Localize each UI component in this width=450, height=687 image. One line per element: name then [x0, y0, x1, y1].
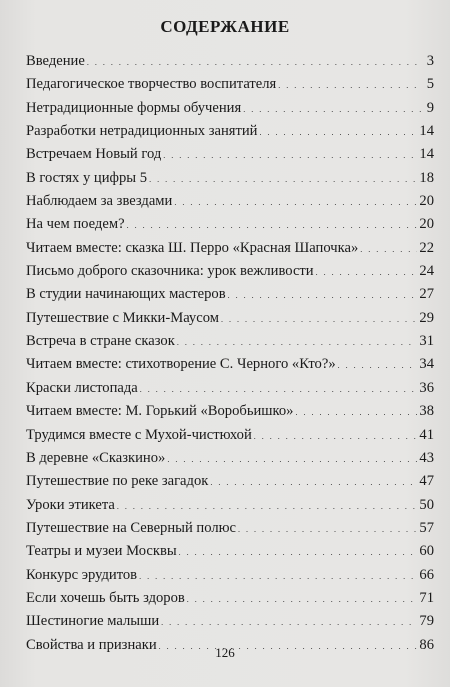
toc-entry — [26, 377, 434, 400]
toc-entry — [26, 540, 434, 563]
table-of-contents — [26, 50, 434, 657]
toc-entry-title: Читаем вместе: М. Горький «Воробьишко» — [26, 403, 294, 420]
toc-entry-page: 43 — [419, 449, 434, 466]
toc-dot-leader — [187, 587, 418, 611]
toc-entry-title: Встреча в стране сказок — [26, 333, 175, 350]
toc-entry-page: 38 — [419, 403, 434, 420]
toc-entry-page: 29 — [419, 309, 434, 326]
toc-entry — [26, 330, 434, 353]
toc-entry — [26, 73, 434, 96]
toc-entry — [26, 167, 434, 190]
toc-entry-title: Введение — [26, 53, 85, 69]
toc-entry-page: 47 — [419, 473, 434, 490]
toc-entry-title: Педагогическое творчество воспитателя — [26, 76, 277, 93]
toc-entry-page: 27 — [419, 286, 434, 303]
toc-dot-leader — [161, 610, 417, 634]
toc-entry — [26, 190, 434, 213]
toc-entry-title: В деревне «Сказкино» — [26, 449, 166, 466]
toc-dot-leader — [238, 517, 417, 541]
toc-entry — [26, 260, 434, 283]
toc-dot-leader — [228, 283, 418, 307]
toc-entry-page: 57 — [419, 519, 434, 536]
toc-entry — [26, 307, 434, 330]
toc-dot-leader — [278, 73, 422, 97]
toc-entry-title: Наблюдаем за звездами — [26, 193, 173, 210]
toc-dot-leader — [149, 167, 417, 191]
toc-dot-leader — [163, 143, 417, 167]
toc-entry — [26, 587, 434, 610]
toc-entry-page: 18 — [419, 169, 434, 186]
toc-dot-leader — [140, 377, 418, 401]
toc-entry-title: Путешествие на Северный полюс — [26, 519, 237, 536]
toc-entry-title: Шестиногие малыши — [26, 613, 160, 630]
toc-entry-page: 36 — [419, 379, 434, 396]
toc-entry-page: 66 — [419, 566, 434, 583]
toc-entry — [26, 470, 434, 493]
toc-entry-page: 41 — [419, 426, 434, 443]
toc-dot-leader — [179, 540, 418, 564]
toc-entry — [26, 424, 434, 447]
toc-entry-page: 3 — [426, 53, 434, 69]
toc-entry-title: В студии начинающих мастеров — [26, 286, 226, 303]
toc-dot-leader — [243, 97, 422, 121]
toc-entry — [26, 517, 434, 540]
toc-entry-title: Разработки нетрадиционных занятий — [26, 123, 258, 140]
toc-entry-title: В гостях у цифры 5 — [26, 169, 148, 186]
toc-entry — [26, 237, 434, 260]
toc-entry-page: 86 — [419, 636, 434, 653]
toc-dot-leader — [260, 120, 418, 144]
toc-entry-page: 24 — [419, 263, 434, 280]
toc-entry-title: Читаем вместе: сказка Ш. Перро «Красная Шапочка» — [26, 239, 359, 256]
toc-dot-leader — [167, 447, 417, 471]
toc-entry-title: На чем поедем? — [26, 216, 125, 233]
toc-entry-page: 31 — [419, 333, 434, 350]
toc-entry — [26, 610, 434, 633]
toc-dot-leader — [87, 50, 422, 74]
toc-entry — [26, 97, 434, 120]
toc-entry-title: Читаем вместе: стихотворение С. Черного «Кто?» — [26, 356, 336, 373]
toc-entry-page: 5 — [426, 76, 434, 93]
toc-entry — [26, 120, 434, 143]
toc-entry — [26, 50, 434, 73]
toc-entry — [26, 143, 434, 166]
toc-dot-leader — [139, 564, 417, 588]
toc-dot-leader — [360, 237, 417, 261]
toc-entry — [26, 283, 434, 306]
toc-dot-leader — [177, 330, 418, 354]
toc-entry-title: Краски листопада — [26, 379, 138, 396]
toc-entry-page: 20 — [419, 216, 434, 233]
page-number: 126 — [215, 645, 235, 660]
page-title: СОДЕРЖАНИЕ — [160, 17, 290, 36]
toc-entry-page: 14 — [419, 123, 434, 140]
toc-entry — [26, 447, 434, 470]
toc-dot-leader — [295, 400, 417, 424]
toc-dot-leader — [117, 494, 418, 518]
toc-entry — [26, 564, 434, 587]
toc-entry-page: 22 — [419, 239, 434, 256]
toc-entry — [26, 400, 434, 423]
toc-entry-page: 50 — [419, 496, 434, 513]
toc-dot-leader — [254, 424, 418, 448]
toc-entry-title: Театры и музеи Москвы — [26, 543, 177, 560]
toc-dot-leader — [127, 213, 418, 237]
toc-dot-leader — [221, 307, 417, 331]
toc-entry-page: 14 — [419, 146, 434, 163]
toc-entry — [26, 353, 434, 376]
toc-entry-page: 9 — [426, 99, 434, 116]
toc-dot-leader — [338, 353, 418, 377]
toc-entry-page: 71 — [419, 589, 434, 606]
toc-entry-title: Трудимся вместе с Мухой-чистюхой — [26, 426, 252, 443]
toc-entry-title: Конкурс эрудитов — [26, 566, 138, 583]
toc-dot-leader — [316, 260, 418, 284]
toc-entry-title: Нетрадиционные формы обучения — [26, 99, 242, 116]
toc-entry-page: 79 — [419, 613, 434, 630]
toc-entry-title: Путешествие по реке загадок — [26, 473, 209, 490]
toc-dot-leader — [210, 470, 417, 494]
toc-entry-title: Письмо доброго сказочника: урок вежливости — [26, 263, 314, 280]
toc-entry-title: Путешествие с Микки-Маусом — [26, 309, 219, 326]
toc-entry — [26, 494, 434, 517]
toc-entry-title: Свойства и признаки — [26, 636, 157, 653]
toc-entry-page: 20 — [419, 193, 434, 210]
toc-entry-title: Если хочешь быть здоров — [26, 589, 185, 606]
toc-entry-title: Встречаем Новый год — [26, 146, 162, 163]
toc-entry-title: Уроки этикета — [26, 496, 115, 513]
toc-entry-page: 60 — [419, 543, 434, 560]
toc-entry — [26, 213, 434, 236]
toc-entry-page: 34 — [419, 356, 434, 373]
toc-dot-leader — [174, 190, 417, 214]
